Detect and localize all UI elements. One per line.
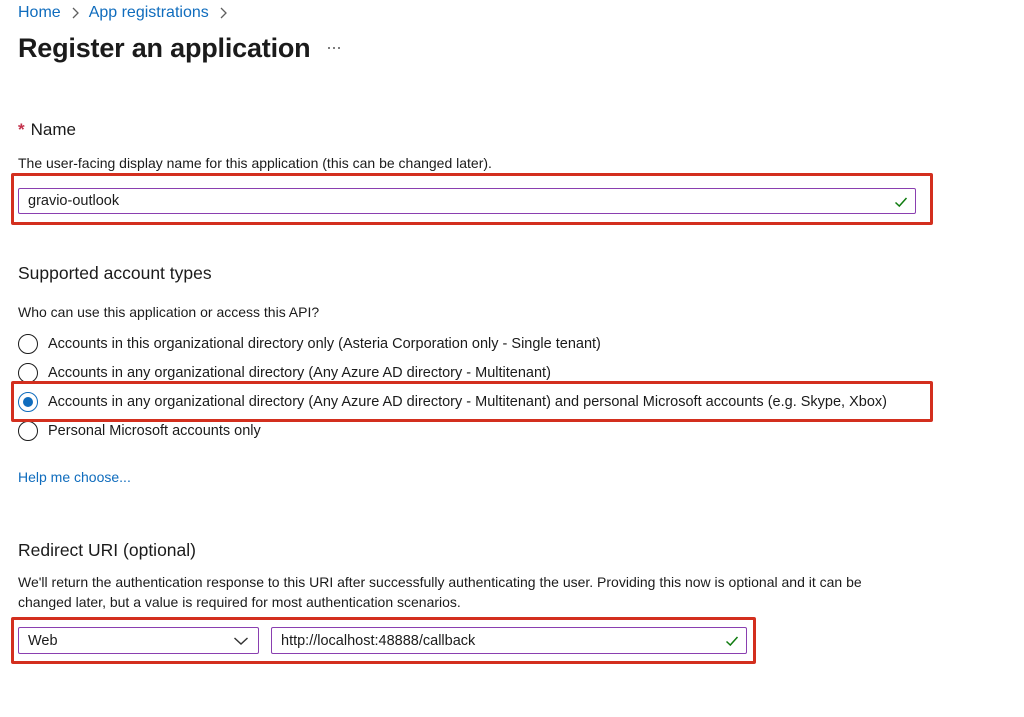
breadcrumb-app-registrations-link[interactable]: App registrations bbox=[88, 4, 209, 21]
radio-button-selected[interactable] bbox=[18, 392, 38, 412]
radio-multitenant-personal[interactable] bbox=[18, 390, 887, 414]
checkmark-icon bbox=[724, 633, 740, 649]
radio-selected-dot bbox=[23, 397, 33, 407]
name-input[interactable] bbox=[18, 188, 916, 214]
breadcrumb bbox=[18, 3, 237, 23]
platform-select[interactable] bbox=[18, 627, 259, 654]
account-types-question: Who can use this application or access this API? bbox=[18, 304, 320, 320]
account-types-heading: Supported account types bbox=[18, 263, 212, 283]
redirect-uri-input[interactable] bbox=[271, 627, 747, 654]
radio-button[interactable] bbox=[18, 421, 38, 441]
redirect-uri-value: http://localhost:48888/callback bbox=[281, 632, 476, 649]
more-options-icon[interactable] bbox=[326, 40, 342, 56]
name-label bbox=[18, 120, 76, 140]
name-input-value: gravio-outlook bbox=[28, 193, 120, 209]
checkmark-icon bbox=[893, 194, 909, 210]
radio-multitenant[interactable] bbox=[18, 361, 551, 385]
chevron-down-icon bbox=[233, 634, 249, 648]
name-label-text: Name bbox=[30, 120, 76, 139]
breadcrumb-home-link[interactable]: Home bbox=[18, 4, 61, 21]
radio-single-tenant[interactable] bbox=[18, 332, 601, 356]
page-title: Register an application bbox=[18, 33, 311, 63]
redirect-description-line1: We'll return the authentication response to this URI after successfully authenticating the user. Providing this now is optional and it can be bbox=[18, 574, 862, 590]
chevron-right-icon bbox=[213, 3, 233, 23]
help-me-choose-link[interactable]: Help me choose... bbox=[18, 469, 131, 485]
radio-label: Accounts in any organizational directory (Any Azure AD directory - Multitenant) bbox=[48, 365, 551, 381]
radio-label: Accounts in any organizational directory (Any Azure AD directory - Multitenant) and personal Microsoft accounts (e.g. Skype, Xbox) bbox=[48, 394, 887, 410]
chevron-right-icon bbox=[65, 3, 85, 23]
name-description: The user-facing display name for this application (this can be changed later). bbox=[18, 155, 492, 171]
redirect-description-line2: changed later, but a value is required for most authentication scenarios. bbox=[18, 594, 461, 610]
radio-label: Personal Microsoft accounts only bbox=[48, 423, 261, 439]
radio-button[interactable] bbox=[18, 334, 38, 354]
redirect-uri-heading: Redirect URI (optional) bbox=[18, 540, 196, 560]
required-marker: * bbox=[18, 120, 25, 139]
radio-label: Accounts in this organizational directory only (Asteria Corporation only - Single tenant) bbox=[48, 336, 601, 352]
radio-personal-only[interactable] bbox=[18, 419, 261, 443]
radio-button[interactable] bbox=[18, 363, 38, 383]
platform-select-value: Web bbox=[28, 632, 58, 649]
